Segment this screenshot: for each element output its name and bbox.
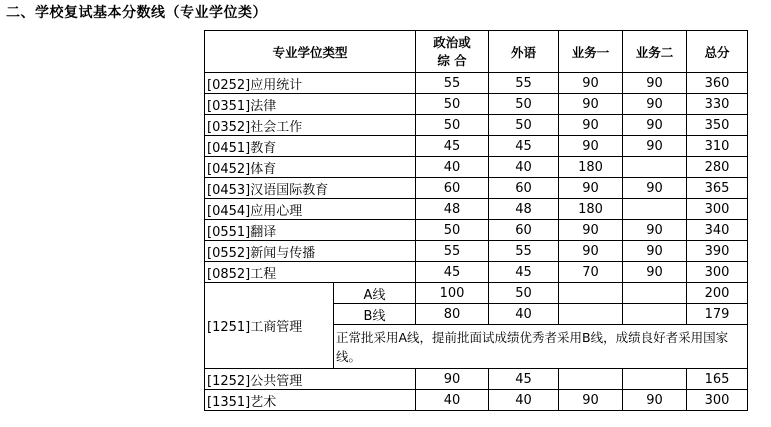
line-label: A线: [334, 283, 416, 304]
score-course2: [623, 199, 687, 220]
score-politics: 60: [416, 178, 489, 199]
score-foreign: 40: [489, 304, 559, 325]
score-politics: 40: [416, 157, 489, 178]
score-total: 365: [687, 178, 748, 199]
score-course1: 90: [559, 220, 623, 241]
table-row: [205, 390, 748, 411]
score-total: 310: [687, 136, 748, 157]
score-course2: 90: [623, 115, 687, 136]
score-total: 350: [687, 115, 748, 136]
score-course2: [623, 283, 687, 304]
score-foreign: 40: [489, 390, 559, 411]
header-course1: 业务一: [559, 31, 623, 73]
major-name: [0351]法律: [205, 94, 416, 115]
major-name: [1251]工商管理: [205, 283, 334, 369]
major-name: [1252]公共管理: [205, 369, 416, 390]
score-total: 300: [687, 262, 748, 283]
score-politics: 40: [416, 390, 489, 411]
table-row: [205, 241, 748, 262]
table-row: [205, 220, 748, 241]
major-name: [1351]艺术: [205, 390, 416, 411]
score-course2: 90: [623, 136, 687, 157]
score-course1: 90: [559, 94, 623, 115]
score-total: 300: [687, 199, 748, 220]
score-total: 300: [687, 390, 748, 411]
score-course2: [623, 369, 687, 390]
score-foreign: 45: [489, 136, 559, 157]
score-course2: 90: [623, 94, 687, 115]
score-course2: 90: [623, 262, 687, 283]
score-foreign: 50: [489, 94, 559, 115]
header-foreign: 外语: [489, 31, 559, 73]
major-name: [0252]应用统计: [205, 73, 416, 94]
score-total: 390: [687, 241, 748, 262]
score-course1: 70: [559, 262, 623, 283]
score-foreign: 50: [489, 283, 559, 304]
major-name: [0551]翻译: [205, 220, 416, 241]
score-course1: [559, 283, 623, 304]
score-total: 360: [687, 73, 748, 94]
section-heading: 二、学校复试基本分数线（专业学位类）: [6, 5, 267, 21]
score-course1: [559, 369, 623, 390]
table-row-mba-a: [205, 283, 748, 304]
score-politics: 50: [416, 115, 489, 136]
major-name: [0352]社会工作: [205, 115, 416, 136]
score-politics: 50: [416, 220, 489, 241]
line-label: B线: [334, 304, 416, 325]
score-politics: 80: [416, 304, 489, 325]
major-name: [0852]工程: [205, 262, 416, 283]
score-foreign: 48: [489, 199, 559, 220]
table-row: [205, 369, 748, 390]
score-foreign: 55: [489, 241, 559, 262]
table-row: [205, 136, 748, 157]
score-foreign: 60: [489, 178, 559, 199]
score-course1: 90: [559, 115, 623, 136]
score-foreign: 55: [489, 73, 559, 94]
score-course2: [623, 304, 687, 325]
major-name: [0454]应用心理: [205, 199, 416, 220]
score-foreign: 45: [489, 369, 559, 390]
score-total: 179: [687, 304, 748, 325]
header-row: [205, 31, 748, 73]
score-politics: 100: [416, 283, 489, 304]
header-politics: 政治或 综 合: [416, 31, 489, 73]
score-politics: 48: [416, 199, 489, 220]
score-course2: 90: [623, 220, 687, 241]
score-foreign: 40: [489, 157, 559, 178]
score-course2: 90: [623, 73, 687, 94]
major-name: [0452]体育: [205, 157, 416, 178]
score-politics: 90: [416, 369, 489, 390]
table-row: [205, 73, 748, 94]
table-row: [205, 157, 748, 178]
header-course2: 业务二: [623, 31, 687, 73]
score-politics: 55: [416, 241, 489, 262]
table-row: [205, 262, 748, 283]
score-total: 340: [687, 220, 748, 241]
header-type: 专业学位类型: [205, 31, 416, 73]
score-course1: 180: [559, 157, 623, 178]
score-course2: 90: [623, 390, 687, 411]
table-row: [205, 94, 748, 115]
score-politics: 50: [416, 94, 489, 115]
score-course1: 180: [559, 199, 623, 220]
score-politics: 45: [416, 136, 489, 157]
score-course1: [559, 304, 623, 325]
score-course1: 90: [559, 178, 623, 199]
table-row: [205, 178, 748, 199]
score-foreign: 50: [489, 115, 559, 136]
score-course1: 90: [559, 241, 623, 262]
score-total: 280: [687, 157, 748, 178]
score-table: [204, 30, 748, 411]
score-foreign: 45: [489, 262, 559, 283]
major-name: [0552]新闻与传播: [205, 241, 416, 262]
major-name: [0451]教育: [205, 136, 416, 157]
score-politics: 45: [416, 262, 489, 283]
score-politics: 55: [416, 73, 489, 94]
score-foreign: 60: [489, 220, 559, 241]
score-course2: 90: [623, 241, 687, 262]
table-row: [205, 199, 748, 220]
score-course1: 90: [559, 73, 623, 94]
table-row: [205, 115, 748, 136]
score-course2: 90: [623, 178, 687, 199]
mba-note: 正常批采用A线，提前批面试成绩优秀者采用B线，成绩良好者采用国家线。: [334, 325, 748, 369]
score-course1: 90: [559, 136, 623, 157]
score-course1: 90: [559, 390, 623, 411]
score-total: 330: [687, 94, 748, 115]
score-course2: [623, 157, 687, 178]
score-total: 165: [687, 369, 748, 390]
header-total: 总分: [687, 31, 748, 73]
major-name: [0453]汉语国际教育: [205, 178, 416, 199]
score-total: 200: [687, 283, 748, 304]
